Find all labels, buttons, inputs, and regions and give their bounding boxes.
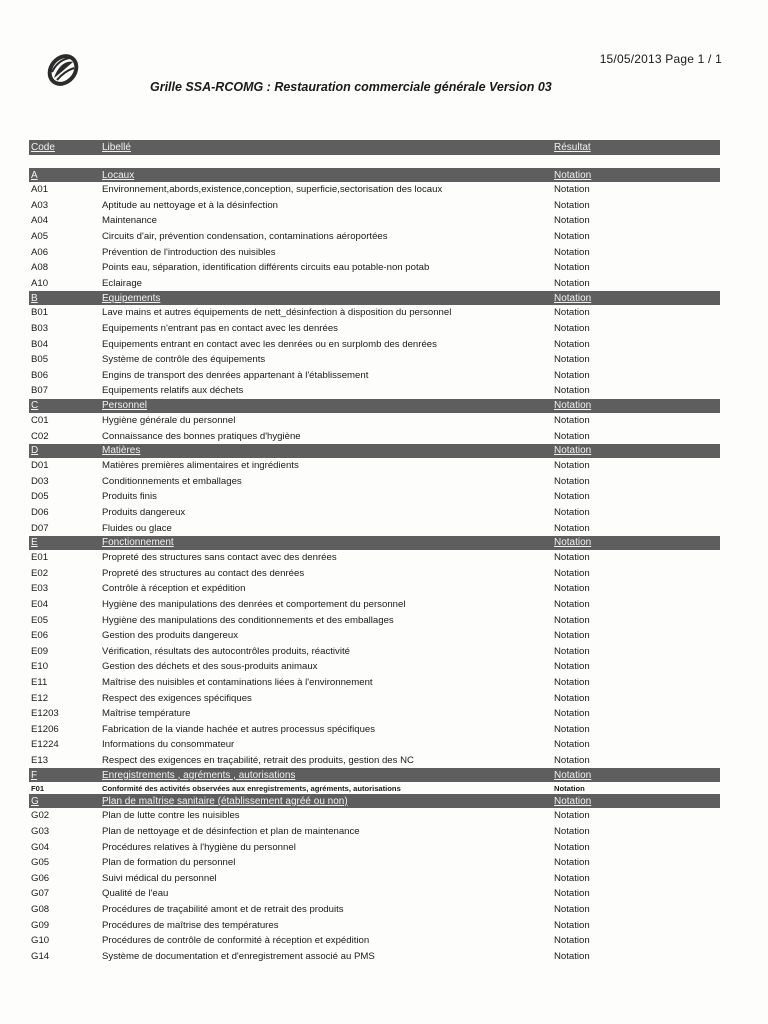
row-code: G07 [31, 888, 50, 900]
category-label: Matières [102, 445, 141, 457]
category-code: C [31, 400, 39, 412]
category-row [29, 399, 720, 413]
row-code: B03 [31, 323, 49, 335]
row-code: B07 [31, 385, 49, 397]
table-row [29, 565, 720, 581]
row-label: Circuits d'air, prévention condensation, contaminations aéroportées [102, 231, 388, 243]
row-code: A03 [31, 199, 49, 211]
table-row [29, 628, 720, 644]
category-code: E [31, 537, 38, 549]
table-row [29, 643, 720, 659]
column-resultat: Résultat [554, 142, 591, 153]
row-code: A10 [31, 277, 49, 289]
row-result: Notation [554, 692, 590, 704]
table-row [29, 352, 720, 368]
table-row [29, 428, 720, 444]
category-label: Enregistrements , agréments , autorisations [102, 769, 296, 781]
table-row [29, 737, 720, 753]
row-label: Equipements entrant en contact avec les denrées ou en surplomb des denrées [102, 338, 437, 350]
row-result: Notation [554, 277, 590, 289]
table-row [29, 597, 720, 613]
row-code: D01 [31, 460, 49, 472]
row-result: Notation [554, 199, 590, 211]
row-label: Respect des exigences en traçabilité, retrait des produits, gestion des NC [102, 754, 414, 766]
table-row [29, 198, 720, 214]
row-code: G10 [31, 935, 50, 947]
row-result: Notation [554, 888, 590, 900]
row-result: Notation [554, 614, 590, 626]
table-row [29, 458, 720, 474]
row-result: Notation [554, 430, 590, 442]
row-label: Système de documentation et d'enregistrement associé au PMS [102, 950, 375, 962]
table-row [29, 229, 720, 245]
row-label: Qualité de l'eau [102, 888, 169, 900]
row-result: Notation [554, 262, 590, 274]
row-result: Notation [554, 415, 590, 427]
category-code: D [31, 445, 39, 457]
row-code: G09 [31, 919, 50, 931]
row-code: E1206 [31, 723, 59, 735]
category-row [29, 444, 720, 458]
category-result: Notation [554, 292, 592, 304]
table-row [29, 368, 720, 384]
row-code: G06 [31, 872, 50, 884]
row-code: D03 [31, 475, 49, 487]
category-row [29, 168, 720, 182]
table-row [29, 336, 720, 352]
row-label: Propreté des structures sans contact avec des denrées [102, 552, 337, 564]
row-label: Hygiène des manipulations des denrées et comportement du personnel [102, 598, 406, 610]
row-label: Contrôle à réception et expédition [102, 583, 246, 595]
row-label: Respect des exigences spécifiques [102, 692, 252, 704]
row-result: Notation [554, 723, 590, 735]
row-code: G08 [31, 904, 50, 916]
logo-icon [40, 50, 86, 90]
row-result: Notation [554, 857, 590, 869]
row-code: F01 [31, 783, 45, 793]
row-result: Notation [554, 630, 590, 642]
category-result: Notation [554, 169, 592, 181]
category-row [29, 768, 720, 782]
row-label: Points eau, séparation, identification différents circuits eau potable-non potab [102, 262, 430, 274]
row-code: E03 [31, 583, 49, 595]
row-label: Plan de nettoyage et de désinfection et plan de maintenance [102, 826, 360, 838]
page-title: Grille SSA-RCOMG : Restauration commerciale générale Version 03 [150, 80, 552, 94]
table-row [29, 933, 720, 949]
table-row [29, 413, 720, 429]
row-result: Notation [554, 491, 590, 503]
row-label: Equipements relatifs aux déchets [102, 385, 244, 397]
row-label: Engins de transport des denrées appartenant à l'établissement [102, 369, 369, 381]
row-result: Notation [554, 676, 590, 688]
row-code: G05 [31, 857, 50, 869]
row-code: D06 [31, 506, 49, 518]
table-row [29, 489, 720, 505]
table-row [29, 182, 720, 198]
row-code: E06 [31, 630, 49, 642]
row-code: A04 [31, 215, 49, 227]
table-row [29, 902, 720, 918]
row-result: Notation [554, 935, 590, 947]
row-code: D05 [31, 491, 49, 503]
row-result: Notation [554, 475, 590, 487]
category-label: Personnel [102, 400, 148, 412]
row-code: E1203 [31, 708, 59, 720]
row-result: Notation [554, 904, 590, 916]
table-row [29, 520, 720, 536]
row-code: E04 [31, 598, 49, 610]
row-code: E02 [31, 567, 49, 579]
row-code: B04 [31, 338, 49, 350]
table-row [29, 474, 720, 490]
table-row [29, 886, 720, 902]
table-row [29, 808, 720, 824]
row-label: Aptitude au nettoyage et à la désinfection [102, 199, 279, 211]
row-result: Notation [554, 645, 590, 657]
row-label: Matières premières alimentaires et ingrédients [102, 460, 299, 472]
table-row [29, 855, 720, 871]
row-label: Produits dangereux [102, 506, 186, 518]
category-result: Notation [554, 537, 592, 549]
row-result: Notation [554, 338, 590, 350]
row-result: Notation [554, 872, 590, 884]
row-result: Notation [554, 460, 590, 472]
row-result: Notation [554, 246, 590, 258]
table-row [29, 550, 720, 566]
category-label: Locaux [102, 169, 135, 181]
row-code: E09 [31, 645, 49, 657]
row-label: Equipements n'entrant pas en contact avec les denrées [102, 323, 338, 335]
table-row [29, 690, 720, 706]
column-code: Code [31, 142, 55, 153]
row-result: Notation [554, 215, 590, 227]
table-row [29, 612, 720, 628]
row-result: Notation [554, 354, 590, 366]
category-row [29, 794, 720, 808]
row-label: Procédures de maîtrise des températures [102, 919, 279, 931]
table-row [29, 260, 720, 276]
row-label: Procédures de contrôle de conformité à réception et expédition [102, 935, 370, 947]
row-code: G03 [31, 826, 50, 838]
row-code: A06 [31, 246, 49, 258]
category-result: Notation [554, 400, 592, 412]
table-row [29, 505, 720, 521]
row-label: Maîtrise des nuisibles et contaminations liées à l'environnement [102, 676, 373, 688]
table-row [29, 782, 720, 794]
row-label: Plan de lutte contre les nuisibles [102, 810, 240, 822]
row-code: E11 [31, 676, 48, 688]
table-row [29, 321, 720, 337]
row-result: Notation [554, 583, 590, 595]
row-label: Maintenance [102, 215, 157, 227]
row-label: Conditionnements et emballages [102, 475, 242, 487]
table-row [29, 213, 720, 229]
table-row [29, 305, 720, 321]
table-row [29, 675, 720, 691]
table-row [29, 706, 720, 722]
row-code: B05 [31, 354, 49, 366]
row-result: Notation [554, 739, 590, 751]
row-label: Procédures de traçabilité amont et de retrait des produits [102, 904, 344, 916]
category-label: Plan de maîtrise sanitaire (établissement agréé ou non) [102, 795, 348, 807]
row-result: Notation [554, 826, 590, 838]
row-code: A01 [31, 184, 49, 196]
row-label: Informations du consommateur [102, 739, 235, 751]
row-result: Notation [554, 783, 585, 793]
table-row [29, 659, 720, 675]
row-code: B01 [31, 307, 49, 319]
row-label: Plan de formation du personnel [102, 857, 236, 869]
row-label: Procédures relatives à l'hygiène du personnel [102, 841, 296, 853]
row-label: Lave mains et autres équipements de nett_désinfection à disposition du personnel [102, 307, 452, 319]
category-row [29, 536, 720, 550]
row-result: Notation [554, 506, 590, 518]
row-code: G02 [31, 810, 50, 822]
row-label: Propreté des structures au contact des denrées [102, 567, 305, 579]
category-label: Fonctionnement [102, 537, 174, 549]
date-page: 15/05/2013 Page 1 / 1 [599, 52, 722, 66]
table-row [29, 383, 720, 399]
row-label: Fabrication de la viande hachée et autres processus spécifiques [102, 723, 376, 735]
category-label: Equipements [102, 292, 161, 304]
row-label: Produits finis [102, 491, 157, 503]
row-code: E01 [31, 552, 49, 564]
row-result: Notation [554, 708, 590, 720]
row-result: Notation [554, 552, 590, 564]
row-result: Notation [554, 522, 590, 534]
table-row [29, 753, 720, 769]
row-code: B06 [31, 369, 49, 381]
category-result: Notation [554, 795, 592, 807]
grid-table [29, 140, 720, 964]
row-code: E12 [31, 692, 49, 704]
table-row [29, 276, 720, 292]
row-result: Notation [554, 841, 590, 853]
category-code: G [31, 795, 39, 807]
row-label: Gestion des produits dangereux [102, 630, 238, 642]
row-code: C02 [31, 430, 49, 442]
row-result: Notation [554, 369, 590, 381]
category-row [29, 291, 720, 305]
table-row [29, 824, 720, 840]
row-result: Notation [554, 950, 590, 962]
category-code: F [31, 769, 38, 781]
row-result: Notation [554, 754, 590, 766]
row-result: Notation [554, 567, 590, 579]
table-row [29, 949, 720, 965]
row-result: Notation [554, 323, 590, 335]
row-label: Suivi médical du personnel [102, 872, 217, 884]
table-row [29, 917, 720, 933]
row-result: Notation [554, 919, 590, 931]
row-label: Prévention de l'introduction des nuisibles [102, 246, 276, 258]
row-code: G14 [31, 950, 50, 962]
row-result: Notation [554, 231, 590, 243]
row-code: E05 [31, 614, 49, 626]
row-label: Fluides ou glace [102, 522, 172, 534]
row-label: Hygiène générale du personnel [102, 415, 236, 427]
row-result: Notation [554, 810, 590, 822]
row-result: Notation [554, 307, 590, 319]
table-row [29, 581, 720, 597]
table-row [29, 244, 720, 260]
table-row [29, 871, 720, 887]
row-label: Vérification, résultats des autocontrôles produits, réactivité [102, 645, 350, 657]
row-code: D07 [31, 522, 49, 534]
row-label: Eclairage [102, 277, 142, 289]
row-code: E10 [31, 661, 49, 673]
table-header [29, 140, 720, 155]
category-code: B [31, 292, 38, 304]
category-result: Notation [554, 769, 592, 781]
row-code: E1224 [31, 739, 59, 751]
row-label: Hygiène des manipulations des conditionnements et des emballages [102, 614, 394, 626]
row-label: Conformité des activités observées aux enregistrements, agréments, autorisations [102, 783, 401, 793]
row-code: G04 [31, 841, 50, 853]
row-code: A05 [31, 231, 49, 243]
row-code: C01 [31, 415, 49, 427]
table-row [29, 721, 720, 737]
row-result: Notation [554, 385, 590, 397]
category-code: A [31, 169, 38, 181]
row-label: Gestion des déchets et des sous-produits animaux [102, 661, 318, 673]
table-row [29, 839, 720, 855]
column-libelle: Libellé [102, 142, 131, 153]
row-code: E13 [31, 754, 49, 766]
category-result: Notation [554, 445, 592, 457]
row-label: Connaissance des bonnes pratiques d'hygiène [102, 430, 301, 442]
row-result: Notation [554, 184, 590, 196]
row-label: Système de contrôle des équipements [102, 354, 266, 366]
row-label: Maîtrise température [102, 708, 191, 720]
row-result: Notation [554, 661, 590, 673]
row-code: A08 [31, 262, 49, 274]
row-label: Environnement,abords,existence,conception, superficie,sectorisation des locaux [102, 184, 443, 196]
table-body [29, 168, 720, 964]
row-result: Notation [554, 598, 590, 610]
